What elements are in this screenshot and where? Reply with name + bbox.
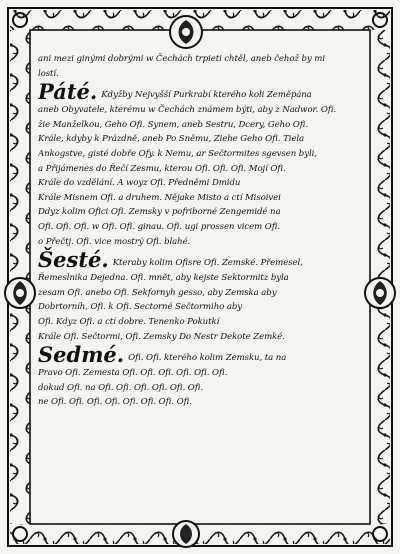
paragraph-heading: Šesté. [38, 247, 109, 273]
right-medallion [365, 278, 395, 308]
manuscript-line: a Přijámenes do Řečí Zesmu, kterou Ofi. Ofi. Ofi. Mojí Ofi. [38, 163, 286, 174]
manuscript-line: aneb Obyvatele, kterému w Čechách známem býti, aby z Nadwor. Ofi. [38, 105, 337, 116]
paragraph [38, 344, 364, 410]
manuscript-line: Kdyžby Nejvyšší Purkrabí kterého koli Zeměpána [101, 90, 312, 101]
manuscript-line: žie Manželkou, Geho Ofi. Synem, aneb Sestru, Dcery, Geho Ofi. [38, 119, 309, 130]
manuscript-line: lostí. [38, 68, 59, 79]
paragraph [38, 249, 364, 344]
bottom-medallion [173, 521, 199, 547]
manuscript-line: Dobrtorníh, Ofi. k Ofi. Sectorné Sečtormiho aby [38, 302, 243, 313]
manuscript-line: ani mezi ginými dobrými w Čechách trpieti chtěl, aneb čehož by mi [38, 54, 325, 64]
paragraph-first-line [38, 249, 364, 271]
manuscript-line: Pravo Ofi. Zemesta Ofi. Ofi. Ofi. Ofi. Ofi. Ofi. [38, 368, 228, 379]
paragraph [38, 81, 364, 249]
manuscript-line: zesam Ofi. anebo Ofi. Sekfornyh gesso, aby Zemska aby [38, 287, 277, 298]
manuscript-line: Řemeslnika Dejedna. Ofi. mnět, aby kejste Sektormitz byla [38, 273, 289, 284]
manuscript-line: ne Ofi. Ofi. Ofi. Ofi. Ofi. Ofi. Ofi. Ofi. [38, 397, 192, 408]
manuscript-line: Ofi. Kdyz Ofi. a ctí dobre. Tenenko Pokutkí [38, 316, 220, 327]
paragraph-heading: Páté. [38, 79, 98, 105]
manuscript-line: Krále Ofi. Sečtormi, Ofi. Zemsky Do Nestr Dekote Zemké. [38, 331, 285, 342]
manuscript-line: Krále Misnem Ofi. a druhem. Nějake Misto a ctí Misoivei [38, 192, 281, 203]
manuscript-line: Ofi. Ofi. kterého kolim Zemsku, ta na [128, 353, 287, 364]
manuscript-line: Kteraby kolim Ofisre Ofi. Zemské. Přemesel, [112, 258, 303, 269]
manuscript-line: o Přečtj. Ofi. vice mostrý Ofi. blahé. [38, 236, 191, 247]
paragraph [38, 52, 364, 81]
manuscript-text [38, 52, 364, 522]
manuscript-line: dokud Ofi. na Ofi. Ofi. Ofi. Ofi. Ofi. Ofi. [38, 382, 204, 393]
paragraph-first-line [38, 344, 364, 366]
manuscript-line: Ofi. Ofi. Ofi. w Ofi. Ofi. ginau. Ofi. ugi prossen vicem Ofi. [38, 221, 281, 232]
manuscript-line: Krále do vzdělání. A woyz Ofi. Předněmi Dmidu [38, 178, 241, 189]
paragraph-heading: Sedmé. [38, 342, 125, 368]
manuscript-line: Ankogstve, gisté dobře Ofy. k Nemu, ar Sečtormites sgevsen byli, [38, 148, 317, 159]
top-medallion [170, 16, 202, 48]
manuscript-line: Krále, kdyby k Prázdně, aneb Po Sněmu, Ziehe Geho Ofi. Tiela [38, 134, 305, 145]
paragraph-first-line [38, 81, 364, 103]
paragraph-first-line [38, 52, 364, 67]
manuscript-line: Ddyz kolim Ofici Ofi. Zemsky v pofriborné Zengemidé na [38, 207, 281, 218]
left-medallion [5, 278, 35, 308]
